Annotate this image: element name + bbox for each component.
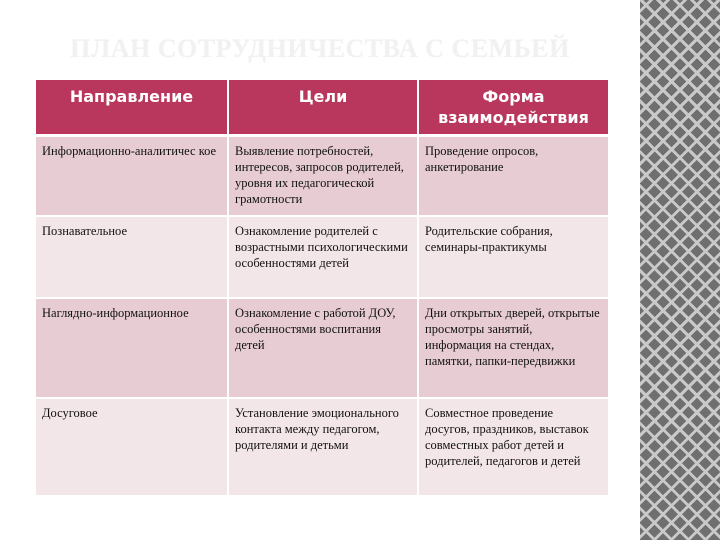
- cell-direction: Наглядно-информационное: [36, 298, 228, 398]
- table-header-row: [36, 80, 608, 136]
- slide-title: ПЛАН СОТРУДНИЧЕСТВА С СЕМЬЕЙ: [70, 34, 570, 63]
- table-row: [36, 136, 608, 216]
- cell-goals: Выявление потребностей, интересов, запросов родителей, уровня их педагогической грамотности: [228, 136, 418, 216]
- cell-goals: Ознакомление с работой ДОУ, особенностями воспитания детей: [228, 298, 418, 398]
- cell-direction: Информационно-аналитичес кое: [36, 136, 228, 216]
- plan-table: [36, 80, 608, 497]
- cell-goals: Установление эмоционального контакта между педагогом, родителями и детьми: [228, 398, 418, 496]
- header-interaction-form: Форма взаимодействия: [418, 80, 608, 136]
- table-row: [36, 298, 608, 398]
- cell-interaction-form: Дни открытых дверей, открытые просмотры занятий, информация на стендах, памятки, папки-передвижки: [418, 298, 608, 398]
- header-direction: Направление: [36, 80, 228, 136]
- header-goals: Цели: [228, 80, 418, 136]
- decorative-side-pattern: [640, 0, 720, 540]
- cell-interaction-form: Совместное проведение досугов, праздников, выставок совместных работ детей и родителей, педагогов и детей: [418, 398, 608, 496]
- cell-interaction-form: Проведение опросов, анкетирование: [418, 136, 608, 216]
- table-row: [36, 216, 608, 298]
- table-row: [36, 398, 608, 496]
- cell-goals: Ознакомление родителей с возрастными психологическими особенностями детей: [228, 216, 418, 298]
- cell-direction: Досуговое: [36, 398, 228, 496]
- cell-direction: Познавательное: [36, 216, 228, 298]
- cell-interaction-form: Родительские собрания, семинары-практикумы: [418, 216, 608, 298]
